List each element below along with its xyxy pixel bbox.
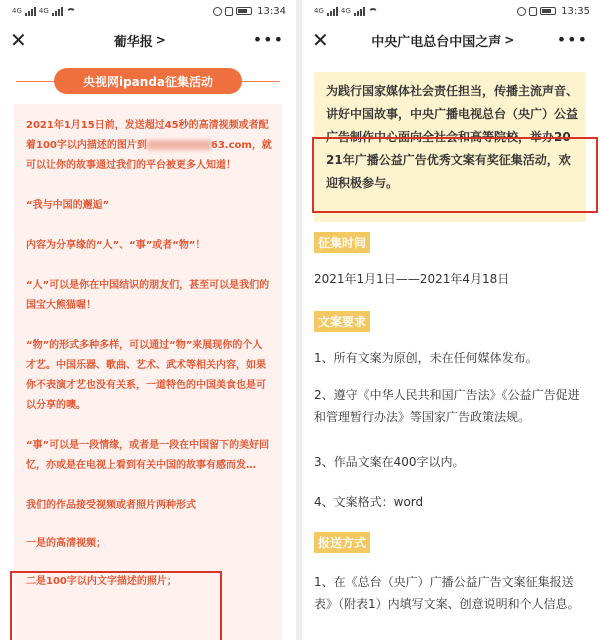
alarm-icon [517,7,526,16]
vibrate-icon [225,7,233,16]
nav-bar [302,22,600,58]
wifi-icon [368,8,378,15]
vibrate-icon [529,7,537,16]
more-icon[interactable]: ••• [252,30,284,49]
status-bar [302,0,600,22]
section-tag: 征集时间 [314,232,370,253]
status-bar [0,0,296,22]
signal-icon-2 [354,7,365,16]
status-time: 13:35 [561,5,590,17]
req-item-1: 1、所有文案为原创，未在任何媒体发布。 [314,351,538,365]
theme-paragraph: “我与中国的邂逅” [26,200,110,211]
signal-icon [25,7,36,16]
network-type-2: 4G [38,7,49,15]
close-icon[interactable]: ✕ [10,28,27,52]
redacted-email [147,140,211,150]
section-submission [314,532,370,553]
account-name: 葡华报 [113,34,153,50]
format-photo: 二是100字以内文字描述的照片； [26,576,177,587]
banner-title: 央视网ipanda征集活动 [54,68,242,94]
section-tag: 报送方式 [314,532,370,553]
banner-divider-right [238,81,280,82]
wifi-icon [66,8,76,15]
account-title[interactable] [114,31,166,50]
format-video: 一是的高清视频； [26,538,106,549]
status-time: 13:34 [257,5,286,17]
chevron-right-icon: > [155,33,166,47]
req-item-2: 2、遵守《中华人民共和国广告法》《公益广告促进和管理暂行办法》等国家广告政策法规。 [314,388,580,424]
banner-divider-left [16,81,58,82]
nav-bar [0,22,296,58]
people-paragraph: “人”可以是你在中国结识的朋友们，甚至可以是我们的国宝大熊猫喔！ [26,280,270,311]
left-phone-screen [0,0,296,640]
more-icon[interactable]: ••• [556,30,588,49]
highlight-box [10,571,222,640]
intro-quote-text: 为践行国家媒体社会责任担当，传播主流声音、讲好中国故事，中央广播电视总台（央广）公益广告制作中心面向全社会和高等院校，举办2021年广播公益广告优秀文案有奖征集活动，欢迎积极参与。 [326,84,579,190]
req-item-3: 3、作品文案在400字以内。 [314,455,465,469]
chevron-right-icon: > [504,33,515,47]
article-card [14,104,282,640]
signal-icon [327,7,338,16]
campaign-banner [0,64,296,100]
highlight-box [312,137,598,213]
events-paragraph: “事”可以是一段情缘，或者是一段在中国留下的美好回忆，亦或是在电视上看到有关中国的故事有感而发… [26,440,270,471]
content-paragraph: 内容为分享缘的“人”、“事”或者“物”！ [26,240,206,251]
section-requirements [314,311,370,332]
close-icon[interactable]: ✕ [312,28,329,52]
section-time [314,232,370,253]
things-paragraph: “物”的形式多种多样，可以通过“物”来展现你的个人才艺。中国乐器、歌曲、艺术、武术等相关内容，如果你不表演才艺也没有关系，一道特色的中国美食也是可以分享的噢。 [26,340,266,411]
req-item-4: 4、文案格式：word [314,495,424,509]
network-type-2: 4G [340,7,351,15]
intro-paragraph: 2021年1月15日前，发送超过45秒的高清视频或者配着100字以内描述的图片到 63.com，就可以让你的故事通过我们的平台被更多人知道！ [26,120,272,171]
battery-icon [540,7,556,15]
network-type: 4G [314,7,324,15]
right-phone-screen [302,0,600,640]
send-item-1: 1、在《总台（央广）广播公益广告文案征集报送表》（附表1）内填写文案、创意说明和个人信息。 [314,575,580,611]
network-type: 4G [12,7,22,15]
battery-icon [236,7,252,15]
signal-icon-2 [52,7,63,16]
section-tag: 文案要求 [314,311,370,332]
alarm-icon [213,7,222,16]
format-paragraph: 我们的作品接受视频或者照片两种形式 [26,500,196,511]
account-title[interactable] [371,31,514,50]
account-name: 中央广电总台中国之声 [371,34,502,50]
time-text: 2021年1月1日——2021年4月18日 [314,272,510,286]
